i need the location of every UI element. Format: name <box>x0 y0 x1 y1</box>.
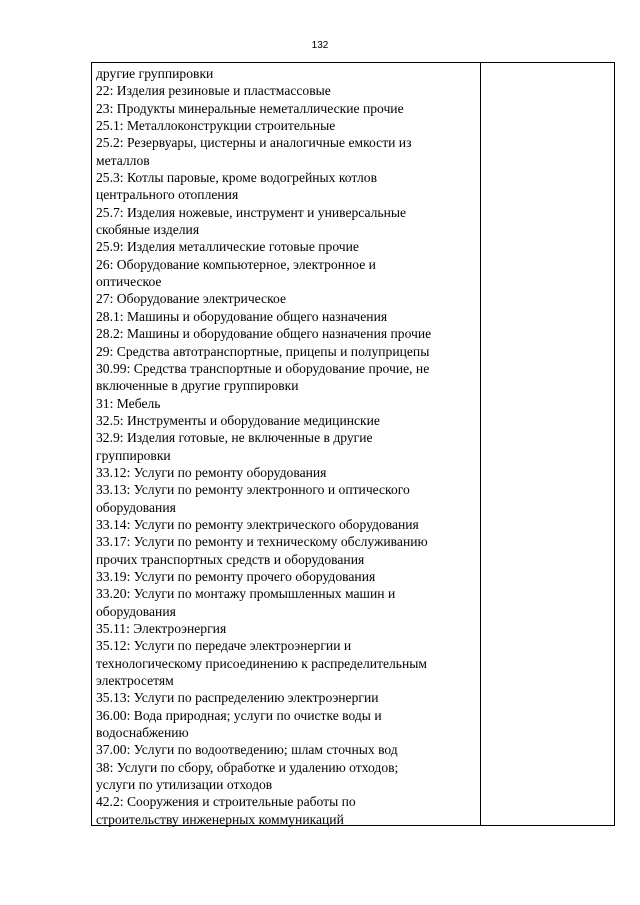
table-line: 22: Изделия резиновые и пластмассовые <box>96 83 331 99</box>
table-line: металлов <box>96 152 150 168</box>
table-line: 33.12: Услуги по ремонту оборудования <box>96 464 327 480</box>
table-line: электросетям <box>96 673 174 689</box>
table-line: группировки <box>96 447 171 463</box>
table-cell-left <box>92 63 481 825</box>
table-line: 37.00: Услуги по водоотведению; шлам сточных вод <box>96 742 398 758</box>
table-line: оптическое <box>96 274 162 290</box>
table-line: строительству инженерных коммуникаций <box>96 811 344 827</box>
table-line: скобяные изделия <box>96 222 200 238</box>
table-line: 25.7: Изделия ножевые, инструмент и универсальные <box>96 204 407 220</box>
table-line: технологическому присоединению к распределительным <box>96 655 427 671</box>
table-line: 32.9: Изделия готовые, не включенные в другие <box>96 430 373 446</box>
table-line: прочих транспортных средств и оборудования <box>96 551 365 567</box>
table-line: 30.99: Средства транспортные и оборудование прочие, не <box>96 360 430 376</box>
table-cell-right <box>481 63 614 825</box>
table-line: оборудования <box>96 499 176 515</box>
table-line: 28.2: Машины и оборудование общего назначения прочие <box>96 326 432 342</box>
page-number: 132 <box>311 40 329 51</box>
table-line: 35.13: Услуги по распределению электроэнергии <box>96 690 379 706</box>
table-line: услуги по утилизации отходов <box>96 777 273 793</box>
table-line: 25.3: Котлы паровые, кроме водогрейных котлов <box>96 170 378 186</box>
table-line: 26: Оборудование компьютерное, электронное и <box>96 256 376 272</box>
table-line: 28.1: Машины и оборудование общего назначения <box>96 308 388 324</box>
table-line: водоснабжению <box>96 725 189 741</box>
table-line: 33.14: Услуги по ремонту электрического оборудования <box>96 516 419 532</box>
table-line: 33.19: Услуги по ремонту прочего оборудования <box>96 568 376 584</box>
table-line: 38: Услуги по сбору, обработке и удалению отходов; <box>96 759 399 775</box>
table-line: 23: Продукты минеральные неметаллические прочие <box>96 100 404 116</box>
table-line: 33.20: Услуги по монтажу промышленных машин и <box>96 586 396 602</box>
table-line: 29: Средства автотранспортные, прицепы и полуприцепы <box>96 343 430 359</box>
table-line: 42.2: Сооружения и строительные работы по <box>96 794 356 810</box>
table-line: 33.17: Услуги по ремонту и техническому обслуживанию <box>96 534 428 550</box>
document-table <box>91 62 615 826</box>
table-line: 25.2: Резервуары, цистерны и аналогичные емкости из <box>96 135 412 151</box>
table-line: 27: Оборудование электрическое <box>96 291 286 307</box>
table-line: 36.00: Вода природная; услуги по очистке воды и <box>96 707 382 723</box>
table-line: 35.12: Услуги по передаче электроэнергии и <box>96 638 352 654</box>
table-line: 25.9: Изделия металлические готовые прочие <box>96 239 359 255</box>
table-line: другие группировки <box>96 66 214 81</box>
table-line: 33.13: Услуги по ремонту электронного и оптического <box>96 482 410 498</box>
table-line: центрального отопления <box>96 187 239 203</box>
table-line: оборудования <box>96 603 176 619</box>
table-line: 31: Мебель <box>96 395 161 411</box>
table-line: 35.11: Электроэнергия <box>96 621 227 636</box>
table-line: 25.1: Металлоконструкции строительные <box>96 118 336 134</box>
table-line: включенные в другие группировки <box>96 378 299 394</box>
table-line: 32.5: Инструменты и оборудование медицинские <box>96 412 380 428</box>
